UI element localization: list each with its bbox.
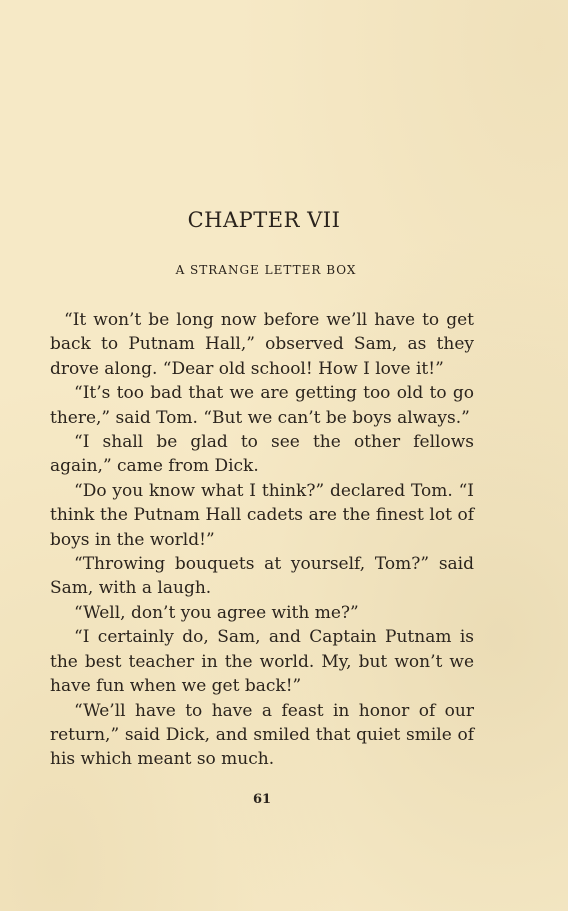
- paragraph: “It won’t be long now before we’ll have to get back to Putnam Hall,” observed Sam, as they drove along. “Dear old school! How I love it!”: [50, 310, 474, 379]
- paragraph: “I certainly do, Sam, and Captain Putnam is the best teacher in the world. My, but won’t we have fun when we get back!”: [50, 627, 474, 697]
- chapter-subtitle: A STRANGE LETTER BOX: [175, 263, 357, 277]
- paragraph: “Throwing bouquets at yourself, Tom?” said Sam, with a laugh.: [50, 554, 474, 599]
- chapter-title: CHAPTER VII: [187, 208, 341, 232]
- paragraph: “We’ll have to have a feast in honor of our return,” said Dick, and smiled that quiet smile of his which meant so much.: [50, 700, 474, 770]
- paragraph: “Well, don’t you agree with me?”: [74, 602, 359, 623]
- paragraph: “Do you know what I think?” declared Tom. “I think the Putnam Hall cadets are the finest lot of boys in the world!”: [50, 480, 474, 550]
- chapter-body: [50, 308, 474, 772]
- paragraph: “It’s too bad that we are getting too old to go there,” said Tom. “But we can’t be boys always.”: [50, 383, 474, 428]
- paragraph: “I shall be glad to see the other fellows again,” came from Dick.: [50, 432, 474, 477]
- page-number: 61: [252, 792, 272, 807]
